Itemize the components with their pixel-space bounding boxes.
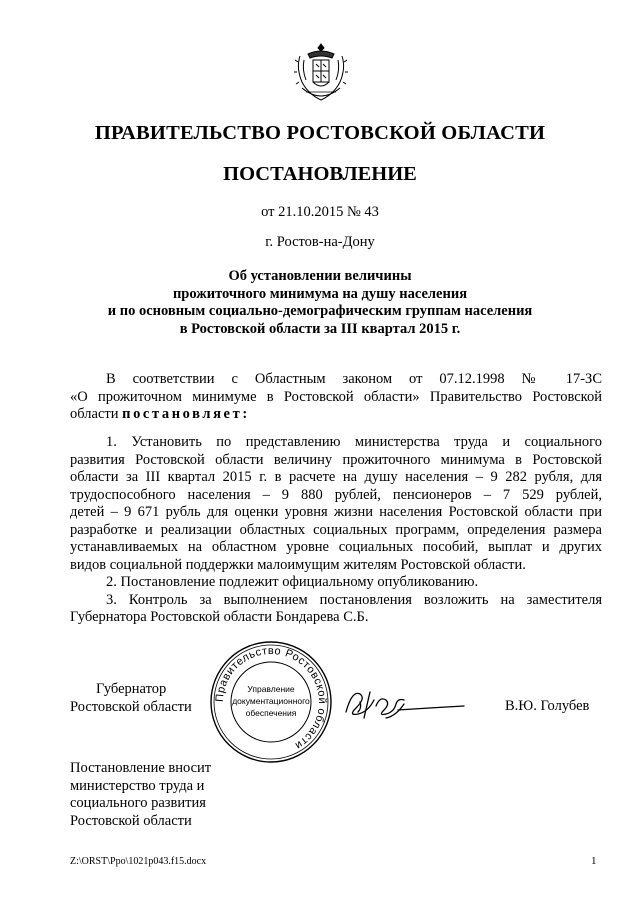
item-line: детей – 9 671 рубль для оценки уровня жизни населения Ростовской области при — [70, 504, 602, 520]
note-line: Постановление вносит — [70, 760, 212, 776]
subject-line: в Ростовской области за III квартал 2015 г. — [179, 320, 461, 337]
page-number: 1 — [591, 855, 597, 867]
position-line: Ростовской области — [70, 699, 192, 715]
preamble-line: В соответствии с Областным законом от 07.12.1998 № 17-ЗС — [106, 371, 602, 387]
item-line: трудоспособного населения – 9 880 рублей, пенсионеров – 7 529 рублей, — [70, 486, 602, 503]
stamp-center-line: обеспечения — [245, 708, 297, 718]
subject-line: прожиточного минимума на душу населения — [172, 285, 468, 302]
item-line: 1. Установить по представлению министерства труда и социального — [106, 434, 602, 450]
position-line: Губернатор — [96, 681, 167, 697]
document-subject — [60, 268, 580, 338]
item-line: разработке и реализации областных социальных программ, определения размера — [70, 521, 602, 538]
preamble-paragraph — [70, 371, 602, 424]
document-type-title: ПОСТАНОВЛЕНИЕ — [223, 163, 417, 185]
item-line: Губернатора Ростовской области Бондарева С.Б. — [70, 609, 369, 625]
resolves-word: постановляет: — [122, 406, 250, 422]
resolution-items — [70, 434, 602, 627]
item-line: устанавливаемых на областном уровне социальных пособий, выплат и других — [70, 539, 602, 555]
stamp-center-line: Управление — [247, 684, 295, 694]
item-line: области за III квартал 2015 г. в расчете на душу населения – 9 282 рубля, для — [70, 469, 602, 485]
handwritten-signature — [340, 682, 470, 726]
submission-note — [70, 760, 211, 830]
organization-title: ПРАВИТЕЛЬСТВО РОСТОВСКОЙ ОБЛАСТИ — [94, 122, 546, 144]
note-line: министерство труда и — [70, 777, 205, 794]
item-line: видов социальной поддержки малоимущим жителям Ростовской области. — [70, 556, 526, 573]
item-line: развития Ростовской области величину прожиточного минимума в Ростовской — [70, 451, 602, 468]
note-line: Ростовской области — [70, 812, 192, 829]
preamble-line — [70, 406, 602, 424]
subject-line: и по основным социально-демографическим группам населения — [107, 303, 533, 319]
city: г. Ростов-на-Дону — [265, 234, 375, 250]
subject-line: Об установлении величины — [228, 268, 412, 284]
date-and-number: от 21.10.2015 № 43 — [261, 204, 379, 220]
file-path-footer: Z:\ORST\Ppo\1021p043.f15.docx — [70, 856, 207, 867]
item-line: 3. Контроль за выполнением постановления возложить на заместителя — [106, 591, 602, 608]
note-line: социального развития — [70, 795, 206, 811]
item-line: 2. Постановление подлежит официальному опубликованию. — [106, 574, 479, 590]
coat-of-arms-emblem — [294, 42, 348, 102]
preamble-prefix: области — [70, 406, 119, 422]
preamble-line: «О прожиточном минимуме в Ростовской области» Правительство Ростовской — [70, 388, 602, 405]
signatory-position — [70, 680, 210, 716]
stamp-ring-text: Правительство Ростовской области — [213, 644, 329, 752]
stamp-center-line: документационного — [232, 696, 310, 706]
signatory-name: В.Ю. Голубев — [505, 698, 590, 714]
official-stamp — [209, 640, 333, 764]
